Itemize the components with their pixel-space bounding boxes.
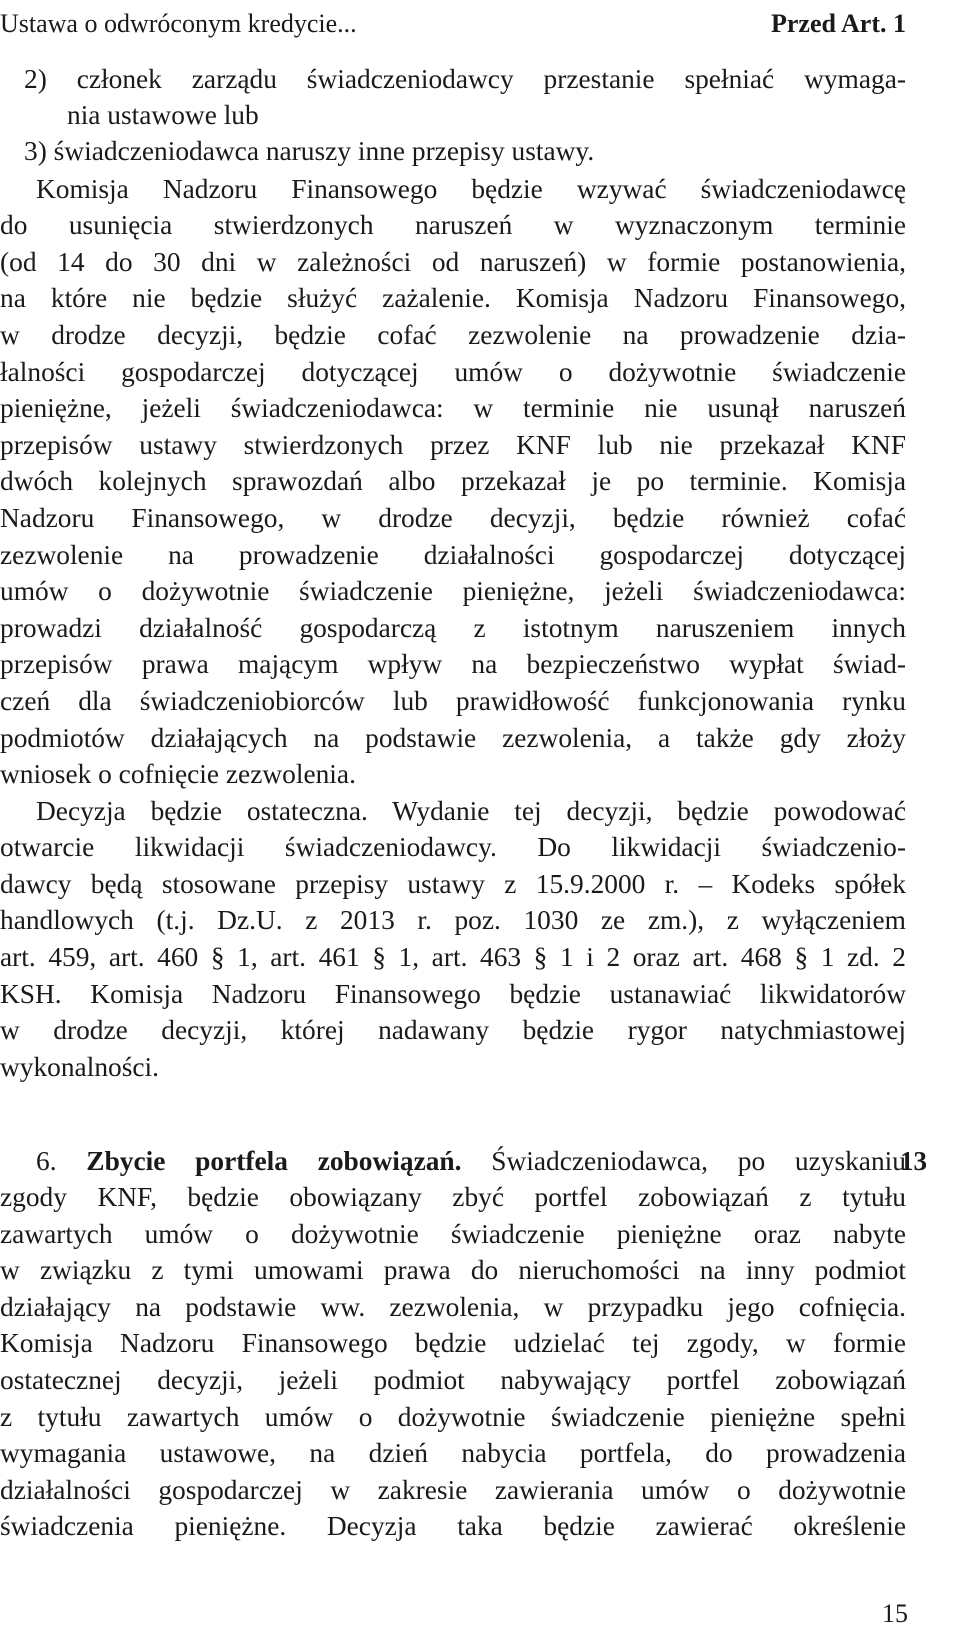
text-line: podmiotów działających na podstawie zezwolenia, a także gdy złoży — [0, 723, 906, 753]
text-line: w związku z tymi umowami prawa do nieruchomości na inny podmiot — [0, 1255, 906, 1285]
text-line: czeń dla świadczeniobiorców lub prawidłowość funkcjonowania rynku — [0, 686, 906, 716]
text-line: KSH. Komisja Nadzoru Finansowego będzie ustanawiać likwidatorów — [0, 979, 906, 1009]
text-line: Nadzoru Finansowego, w drodze decyzji, będzie również cofać — [0, 503, 906, 533]
text-line: dawcy będą stosowane przepisy ustawy z 15.9.2000 r. – Kodeks spółek — [0, 869, 906, 899]
text-line: (od 14 do 30 dni w zależności od naruszeń) w formie postanowienia, — [0, 247, 906, 277]
text-line: otwarcie likwidacji świadczeniodawcy. Do likwidacji świadczenio- — [0, 832, 906, 862]
text-line: handlowych (t.j. Dz.U. z 2013 r. poz. 1030 ze zm.), z wyłączeniem — [0, 905, 906, 935]
text-line: wniosek o cofnięcie zezwolenia. — [0, 759, 356, 789]
text-line: art. 459, art. 460 § 1, art. 461 § 1, art. 463 § 1 i 2 oraz art. 468 § 1 zd. 2 — [0, 942, 906, 972]
header-section-ref: Przed Art. 1 — [770, 9, 906, 38]
page-number: 15 — [882, 1599, 908, 1628]
text-line: do usunięcia stwierdzonych naruszeń w wyznaczonym terminie — [0, 210, 906, 240]
text-line: 3) świadczeniodawca naruszy inne przepisy ustawy. — [24, 136, 595, 166]
text-line: wykonalności. — [0, 1052, 159, 1082]
text-line: przepisów prawa mającym wpływ na bezpieczeństwo wypłat świad- — [0, 649, 906, 679]
text-line: dwóch kolejnych sprawozdań albo przekazał je po terminie. Komisja — [0, 466, 906, 496]
text-line: w drodze decyzji, będzie cofać zezwolenie na prowadzenie dzia- — [0, 320, 906, 350]
text-line: zezwolenie na prowadzenie działalności gospodarczej dotyczącej — [0, 540, 906, 570]
text-line: umów o dożywotnie świadczenie pieniężne, jeżeli świadczeniodawca: — [0, 576, 906, 606]
text-line: pieniężne, jeżeli świadczeniodawca: w terminie nie usunął naruszeń — [0, 393, 906, 423]
text-line: zgody KNF, będzie obowiązany zbyć portfel zobowiązań z tytułu — [0, 1182, 906, 1212]
section-number: 6. — [36, 1146, 57, 1176]
text-line: zawartych umów o dożywotnie świadczenie pieniężne oraz nabyte — [0, 1219, 906, 1249]
text-line: działalności gospodarczej w zakresie zawierania umów o dożywotnie — [0, 1475, 906, 1505]
text-line: Komisja Nadzoru Finansowego będzie wzywać świadczeniodawcę — [36, 174, 906, 204]
section-6-first-line — [36, 1143, 906, 1179]
text-line: przepisów ustawy stwierdzonych przez KNF lub nie przekazał KNF — [0, 430, 906, 460]
text-line: nia ustawowe lub — [67, 100, 259, 130]
text-line: działający na podstawie ww. zezwolenia, w przypadku jego cofnięcia. — [0, 1292, 906, 1322]
text-line: świadczenia pieniężne. Decyzja taka będzie zawierać określenie — [0, 1511, 906, 1541]
margin-number: 13 — [900, 1146, 927, 1176]
text-line: w drodze decyzji, której nadawany będzie rygor natychmiastowej — [0, 1015, 906, 1045]
section-first-line-text: Świadczeniodawca, po uzyskaniu — [491, 1146, 906, 1176]
section-title: Zbycie portfela zobowiązań. — [86, 1146, 462, 1176]
running-header — [0, 4, 906, 44]
text-line: 2) członek zarządu świadczeniodawcy przestanie spełniać wymaga- — [24, 64, 906, 94]
text-line: Decyzja będzie ostateczna. Wydanie tej decyzji, będzie powodować — [36, 796, 906, 826]
header-title: Ustawa o odwróconym kredycie... — [0, 9, 357, 38]
text-line: ostatecznej decyzji, jeżeli podmiot nabywający portfel zobowiązań — [0, 1365, 906, 1395]
text-line: prowadzi działalność gospodarczą z istotnym naruszeniem innych — [0, 613, 906, 643]
text-line: na które nie będzie służyć zażalenie. Komisja Nadzoru Finansowego, — [0, 283, 906, 313]
text-line: Komisja Nadzoru Finansowego będzie udzielać tej zgody, w formie — [0, 1328, 906, 1358]
text-line: łalności gospodarczej dotyczącej umów o dożywotnie świadczenie — [0, 357, 906, 387]
text-line: z tytułu zawartych umów o dożywotnie świadczenie pieniężne spełni — [0, 1402, 906, 1432]
text-line: wymagania ustawowe, na dzień nabycia portfela, do prowadzenia — [0, 1438, 906, 1468]
